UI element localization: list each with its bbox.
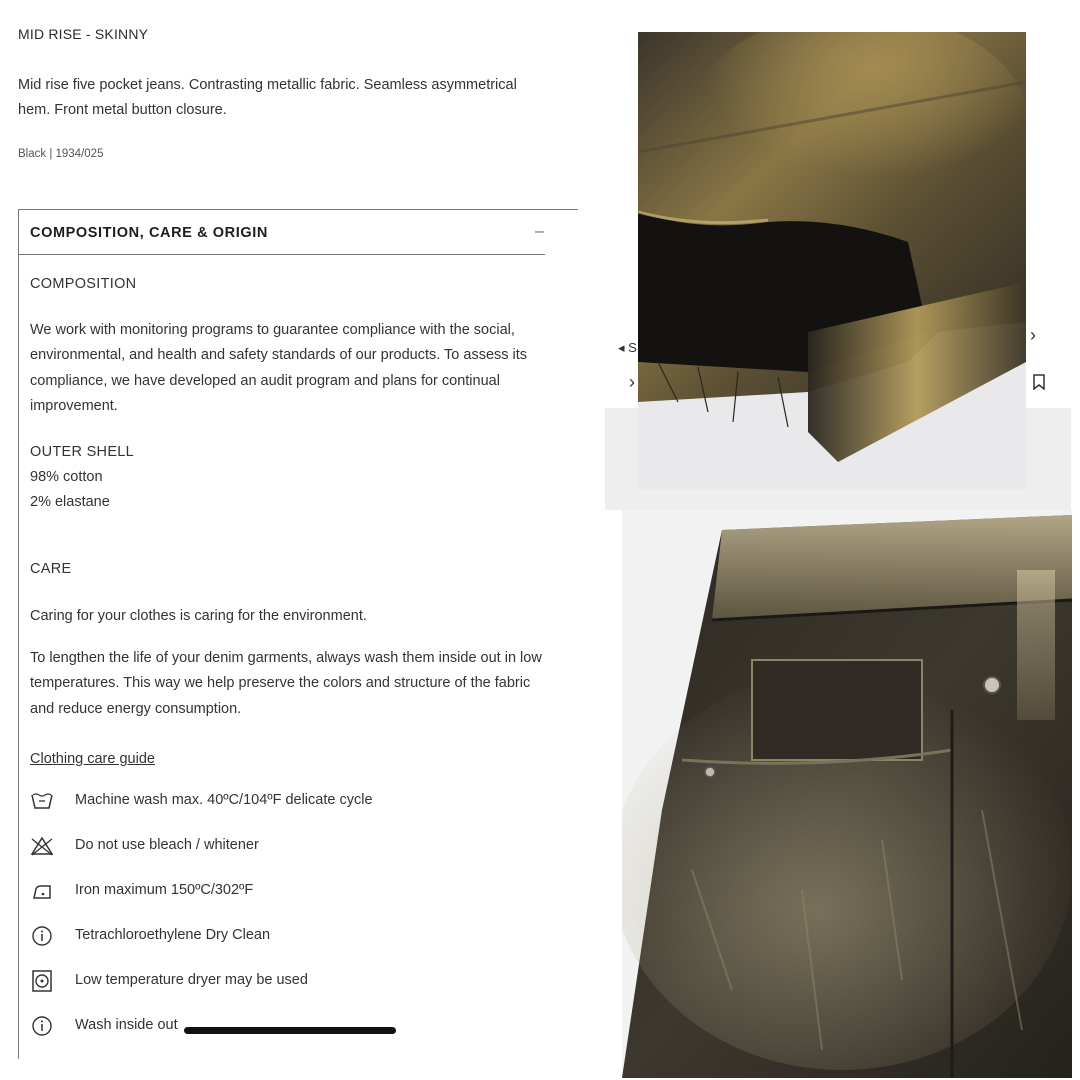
care-instruction-label: Machine wash max. 40ºC/104ºF delicate cycle — [75, 792, 373, 808]
composition-heading: COMPOSITION — [30, 276, 137, 292]
gallery-chevron-icon[interactable]: › — [629, 372, 635, 392]
product-color-reference: Black | 1934/025 — [18, 148, 104, 160]
care-instruction — [30, 968, 530, 994]
care-instruction-label: Do not use bleach / whitener — [75, 837, 259, 853]
care-instruction — [30, 923, 530, 949]
care-instruction-label: Wash inside out — [75, 1017, 178, 1033]
gallery-prev-label[interactable]: ◂ S — [618, 340, 637, 355]
panel-header[interactable] — [19, 210, 545, 255]
collapse-button[interactable]: – — [535, 223, 544, 240]
product-photo-waist-pocket[interactable] — [622, 510, 1072, 1078]
care-intro: Caring for your clothes is caring for the environment. — [30, 608, 367, 624]
care-instruction-label: Low temperature dryer may be used — [75, 972, 308, 988]
composition-text: We work with monitoring programs to guarantee compliance with the social, environmental, and health and safety standards of our products. To assess its compliance, we have developed an audit program and plans for continual improvement. — [30, 322, 528, 414]
info-circle-icon — [30, 1015, 54, 1037]
panel-title: COMPOSITION, CARE & ORIGIN — [30, 225, 268, 241]
care-instruction — [30, 1013, 530, 1039]
no-bleach-icon — [30, 835, 54, 857]
composition-care-origin-panel — [18, 209, 578, 1059]
product-photo-hem-closeup[interactable] — [638, 32, 1026, 489]
tumble-dryer-icon — [30, 970, 54, 992]
material-item: 98% cotton — [30, 469, 103, 485]
dry-clean-circle-icon — [30, 925, 54, 947]
care-instruction-label: Iron maximum 150ºC/302ºF — [75, 882, 254, 898]
care-instruction — [30, 833, 530, 859]
wash-tub-icon — [30, 790, 54, 812]
product-title: MID RISE - SKINNY — [18, 26, 149, 42]
bookmark-icon[interactable] — [1033, 374, 1045, 393]
home-indicator-bar[interactable] — [184, 1027, 396, 1034]
care-instruction — [30, 878, 530, 904]
care-text: To lengthen the life of your denim garments, always wash them inside out in low temperatures. This way we help preserve the colors and structure of the fabric and reduce energy consumption. — [30, 650, 542, 717]
care-instruction-label: Tetrachloroethylene Dry Clean — [75, 927, 271, 943]
gallery-next-icon[interactable]: › — [1030, 325, 1036, 345]
clothing-care-guide-link[interactable]: Clothing care guide — [30, 751, 155, 767]
product-description: Mid rise five pocket jeans. Contrasting metallic fabric. Seamless asymmetrical hem. Front metal button closure. — [18, 77, 517, 118]
outer-shell-label: OUTER SHELL — [30, 444, 135, 460]
care-heading: CARE — [30, 561, 72, 577]
care-instruction — [30, 788, 530, 814]
material-item: 2% elastane — [30, 494, 110, 510]
iron-icon — [30, 880, 54, 902]
